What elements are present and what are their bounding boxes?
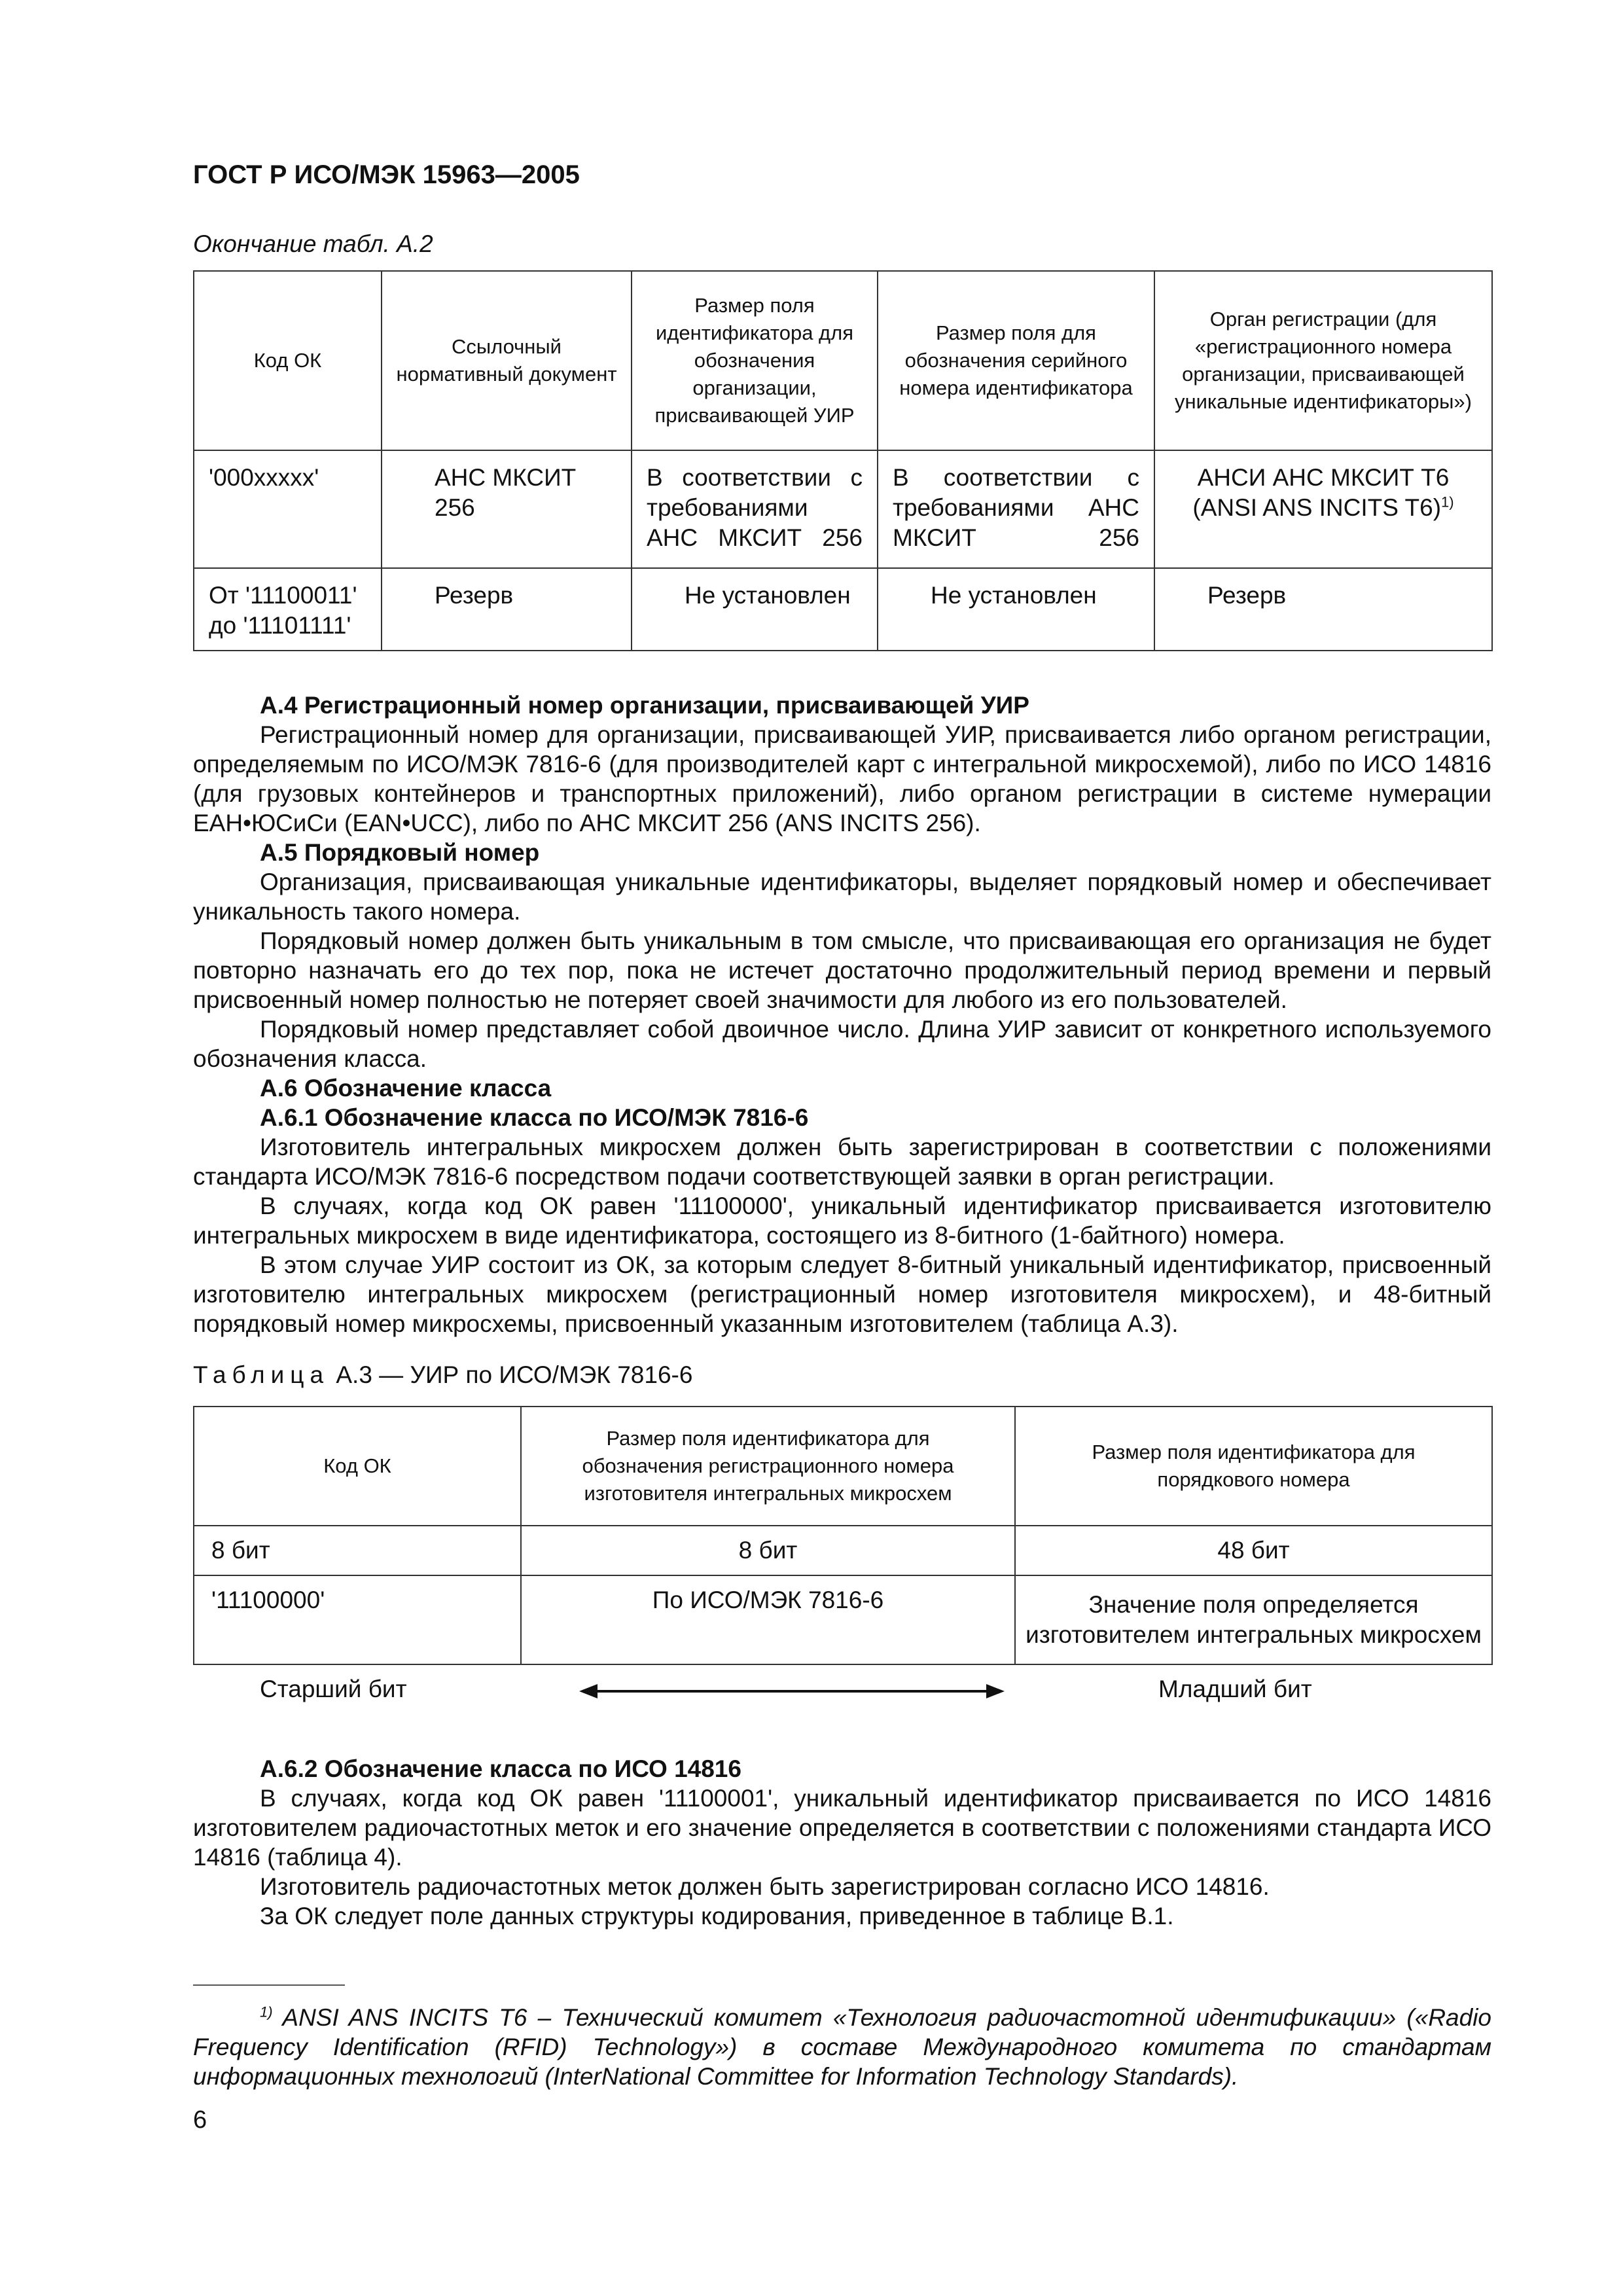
table-a3-caption bbox=[193, 1361, 692, 1389]
table-header-cell: Код ОК bbox=[194, 271, 382, 450]
section-heading: А.6 Обозначение класса bbox=[260, 1075, 552, 1102]
section-heading: А.6.2 Обозначение класса по ИСО 14816 bbox=[260, 1755, 741, 1782]
body-text-a4-a6 bbox=[193, 691, 1491, 1338]
page-number: 6 bbox=[193, 2106, 207, 2134]
paragraph: Изготовитель радиочастотных меток должен быть зарегистрирован согласно ИСО 14816. bbox=[260, 1873, 1270, 1900]
msb-label: Старший бит bbox=[260, 1676, 407, 1702]
paragraph: Регистрационный номер для организации, присваивающей УИР, присваивается либо органом регистрации, определяемым по ИСО/МЭК 7816-6 (для производителей карт с интегральной микросхемой), либо по ИСО 14816 (для грузовых контейнеров и транспортных приложений), либо органом регистрации в системе нумерации ЕАН•ЮСиСи (EAN•UCC), либо по АНС МКСИТ 256 (ANS INCITS 256). bbox=[193, 721, 1491, 836]
table-header-cell: Ссылочный нормативный документ bbox=[382, 271, 632, 450]
table-cell: От '11100011' до '11101111' bbox=[194, 568, 382, 651]
table-row bbox=[194, 450, 1492, 568]
table-cell bbox=[1154, 450, 1492, 568]
table-cell: Значение поля определяется изготовителем интегральных микросхем bbox=[1015, 1575, 1492, 1664]
double-arrow-icon bbox=[579, 1678, 1005, 1704]
registration-body-text: АНСИ АНС МКСИТ Т6 (ANSI ANS INCITS T6) bbox=[1192, 464, 1450, 521]
section-heading: А.5 Порядковый номер bbox=[260, 839, 540, 866]
lsb-label: Младший бит bbox=[1158, 1676, 1312, 1702]
document-header: ГОСТ Р ИСО/МЭК 15963—2005 bbox=[193, 160, 580, 189]
table-cell: 48 бит bbox=[1015, 1526, 1492, 1575]
footnote bbox=[193, 2003, 1491, 2091]
footnote-marker: 1) bbox=[1441, 493, 1454, 511]
table-a3 bbox=[193, 1406, 1493, 1665]
table-cell: Не установлен bbox=[632, 568, 878, 651]
table-header-cell: Код ОК bbox=[194, 1407, 521, 1526]
paragraph: В этом случае УИР состоит из ОК, за которым следует 8-битный уникальный идентификатор, присвоенный изготовителю интегральных микросхем (регистрационный номер изготовителя микросхем), и 48-битный порядковый номер микросхемы, присвоенный указанным изготовителем (таблица А.3). bbox=[193, 1251, 1491, 1337]
table-caption-label: Таблица bbox=[193, 1361, 330, 1388]
table-a2-caption: Окончание табл. А.2 bbox=[193, 230, 433, 257]
table-header-cell: Орган регистрации (для «регистрационного номера организации, присваивающей уникальные идентификаторы») bbox=[1154, 271, 1492, 450]
paragraph: Организация, присваивающая уникальные идентификаторы, выделяет порядковый номер и обеспечивает уникальность такого номера. bbox=[193, 869, 1491, 925]
table-cell: Резерв bbox=[1154, 568, 1492, 651]
table-cell: Не установлен bbox=[878, 568, 1154, 651]
paragraph: В случаях, когда код ОК равен '11100001', уникальный идентификатор присваивается по ИСО 14816 изготовителем радиочастотных меток и его значение определяется в соответствии с положениями стандарта ИСО 14816 (таблица 4). bbox=[193, 1785, 1491, 1871]
paragraph: За ОК следует поле данных структуры кодирования, приведенное в таблице В.1. bbox=[260, 1903, 1174, 1929]
section-heading: А.4 Регистрационный номер организации, присваивающей УИР bbox=[260, 692, 1029, 719]
table-caption-text: А.3 — УИР по ИСО/МЭК 7816-6 bbox=[336, 1361, 693, 1388]
paragraph: Порядковый номер должен быть уникальным в том смысле, что присваивающая его организация не будет повторно назначать его до тех пор, пока не истечет достаточно продолжительный период времени и первый присвоенный номер полностью не потеряет своей значимости для любого из его пользователей. bbox=[193, 927, 1491, 1013]
table-header-cell: Размер поля идентификатора для обозначения регистрационного номера изготовителя интегральных микросхем bbox=[521, 1407, 1015, 1526]
table-row bbox=[194, 568, 1492, 651]
footnote-separator bbox=[193, 1984, 345, 1986]
table-header-cell: Размер поля идентификатора для порядкового номера bbox=[1015, 1407, 1492, 1526]
footnote-marker: 1) bbox=[260, 2003, 273, 2020]
table-a2 bbox=[193, 270, 1493, 651]
body-text-a62 bbox=[193, 1754, 1491, 1931]
table-cell: В соответствии с требованиями АНС МКСИТ 256 bbox=[632, 450, 878, 568]
table-cell: АНС МКСИТ 256 bbox=[382, 450, 632, 568]
table-cell: 8 бит bbox=[194, 1526, 521, 1575]
table-cell: В соответствии с требованиями АНС МКСИТ 256 bbox=[878, 450, 1154, 568]
table-cell: По ИСО/МЭК 7816-6 bbox=[521, 1575, 1015, 1664]
paragraph: Изготовитель интегральных микросхем должен быть зарегистрирован в соответствии с положениями стандарта ИСО/МЭК 7816-6 посредством подачи соответствующей заявки в орган регистрации. bbox=[193, 1134, 1491, 1190]
footnote-text: ANSI ANS INCITS T6 – Технический комитет «Технология радиочастотной идентификации» («Radio Frequency Identification (RFID) Technology») в составе Международного комитета по стандартам информационных технологий (InterNational Committee for Information Technology Standards). bbox=[193, 2004, 1491, 2090]
table-cell: 8 бит bbox=[521, 1526, 1015, 1575]
table-cell: '000xxxxx' bbox=[194, 450, 382, 568]
section-heading: А.6.1 Обозначение класса по ИСО/МЭК 7816-6 bbox=[260, 1104, 809, 1131]
table-cell: Резерв bbox=[382, 568, 632, 651]
table-header-cell: Размер поля идентификатора для обозначения организации, присваивающей УИР bbox=[632, 271, 878, 450]
table-cell: '11100000' bbox=[194, 1575, 521, 1664]
paragraph: В случаях, когда код ОК равен '11100000', уникальный идентификатор присваивается изготовителю интегральных микросхем в виде идентификатора, состоящего из 8-битного (1-байтного) номера. bbox=[193, 1193, 1491, 1249]
table-row bbox=[194, 1575, 1492, 1664]
table-header-row bbox=[194, 1407, 1492, 1526]
paragraph: Порядковый номер представляет собой двоичное число. Длина УИР зависит от конкретного используемого обозначения класса. bbox=[193, 1016, 1491, 1072]
bit-order-row bbox=[193, 1676, 1491, 1708]
table-header-cell: Размер поля для обозначения серийного номера идентификатора bbox=[878, 271, 1154, 450]
table-row bbox=[194, 1526, 1492, 1575]
table-header-row bbox=[194, 271, 1492, 450]
